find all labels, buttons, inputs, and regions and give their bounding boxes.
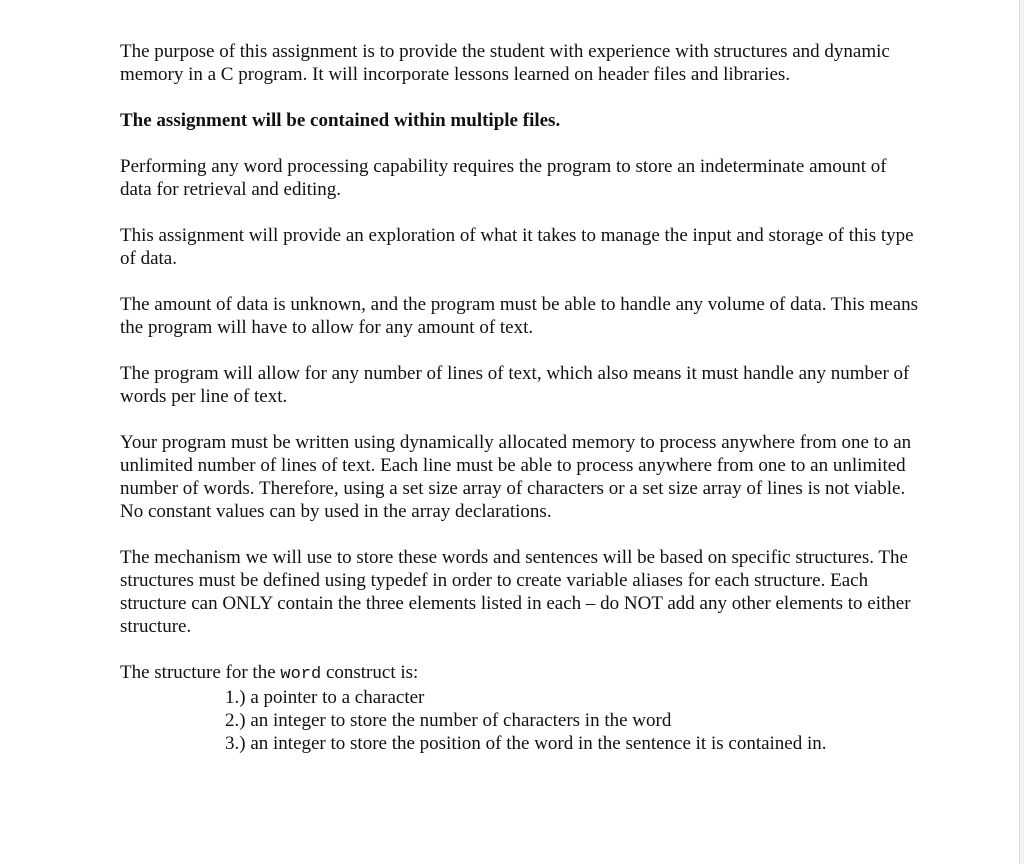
word-struct-intro-after: construct is: [321, 662, 419, 683]
paragraph-lines-of-text: The program will allow for any number of lines of text, which also means it must handle any number of words per line of text. [120, 363, 910, 407]
list-item: 1.) a pointer to a character [225, 687, 425, 708]
paragraph-exploration: This assignment will provide an exploration of what it takes to manage the input and storage of this type of data. [120, 225, 914, 269]
list-item: 3.) an integer to store the position of the word in the sentence it is contained in. [225, 733, 827, 754]
paragraph-multiple-files: The assignment will be contained within multiple files. [120, 110, 561, 131]
list-item: 2.) an integer to store the number of characters in the word [225, 710, 672, 731]
paragraph-mechanism: The mechanism we will use to store these words and sentences will be based on specific structures. The structures must be defined using typedef in order to create variable aliases for each structure. Each structure can ONLY contain the three elements listed in each – do NOT add any other elements to either structure. [120, 547, 911, 637]
page-edge [1019, 0, 1024, 864]
word-struct-code-term: word [280, 665, 322, 684]
paragraph-dynamic-memory: Your program must be written using dynamically allocated memory to process anywhere from one to an unlimited number of lines of text. Each line must be able to process anywhere from one to an unlimited number of words. Therefore, using a set size array of characters or a set size array of lines is not viable. No constant values can by used in the array declarations. [120, 432, 912, 522]
word-struct-intro [120, 661, 920, 686]
word-struct-intro-before: The structure for the [120, 662, 281, 683]
paragraph-word-processing: Performing any word processing capability requires the program to store an indeterminate amount of data for retrieval and editing. [120, 156, 887, 200]
word-struct-list [225, 686, 920, 755]
paragraph-purpose: The purpose of this assignment is to provide the student with experience with structures and dynamic memory in a C program. It will incorporate lessons learned on header files and libraries. [120, 41, 890, 85]
paragraph-unknown-amount: The amount of data is unknown, and the program must be able to handle any volume of data. This means the program will have to allow for any amount of text. [120, 294, 918, 338]
document-body [120, 40, 920, 755]
